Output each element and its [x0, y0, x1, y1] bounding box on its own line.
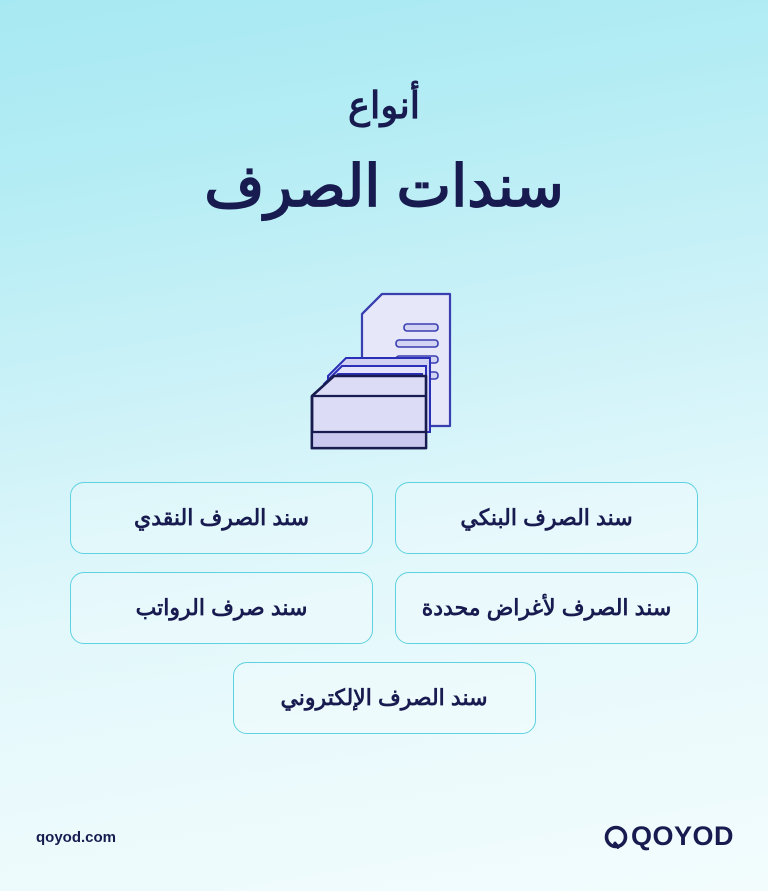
option-card-electronic-payment[interactable]	[233, 662, 536, 734]
page-title: سندات الصرف	[204, 154, 564, 220]
option-card-specific-purposes[interactable]	[395, 572, 698, 644]
option-label: سند صرف الرواتب	[135, 595, 308, 620]
option-label: سند الصرف لأغراض محددة	[421, 595, 672, 620]
illustration-container	[0, 236, 768, 476]
option-card-salaries-payment[interactable]	[70, 572, 373, 644]
website-url[interactable]: qoyod.com	[36, 829, 117, 846]
options-row-3	[60, 662, 708, 734]
options-row-2	[60, 572, 708, 644]
brand-logo	[603, 821, 734, 852]
option-card-cash-payment[interactable]	[70, 482, 373, 554]
options-row-1	[60, 482, 708, 554]
qoyod-mark-icon	[603, 823, 629, 851]
option-card-bank-payment[interactable]	[395, 482, 698, 554]
option-label: سند الصرف النقدي	[133, 505, 310, 530]
footer	[0, 821, 768, 855]
heading-block	[0, 84, 768, 221]
option-label: سند الصرف الإلكتروني	[280, 685, 488, 710]
options-list	[60, 482, 708, 734]
folder-documents-icon	[254, 236, 514, 476]
brand-name: QOYOD	[630, 821, 734, 851]
page-title-kicker: أنواع	[347, 85, 421, 126]
option-label: سند الصرف البنكي	[460, 505, 633, 530]
